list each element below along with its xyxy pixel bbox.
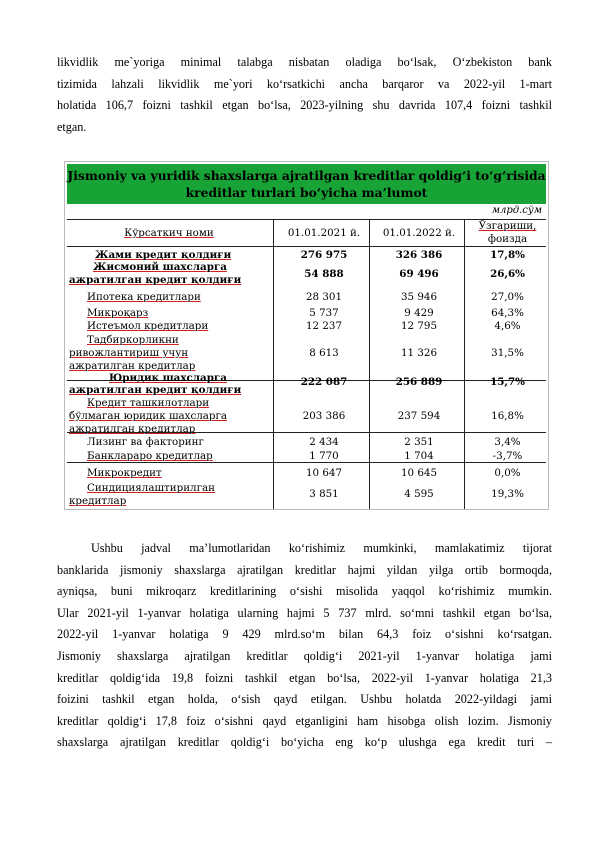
row-value: 3 851	[309, 488, 339, 500]
text-line: kreditlar qoldig‘i 17,8 foiz o‘sishni qayd etganligini ham hisobga olish lozim. Jismoniy	[57, 713, 552, 728]
text-line: 2022-yil 1-yanvar holatiga 9 429 mlrd.so‘m bilan 64,3 foiz o‘sishni ko‘rsatgan.	[57, 627, 552, 642]
row-value: -3,7%	[492, 450, 523, 462]
row-name: Юридик шахсларга	[109, 372, 227, 384]
text-line: ayniqsa, buni mikroqarz kreditlarining o‘sishi misolida yaqqol ko‘rishimiz mumkin.	[57, 584, 552, 599]
row-name: Микроқарз	[87, 307, 149, 319]
row-value: 10 647	[305, 467, 343, 479]
row-value: 19,3%	[491, 488, 524, 500]
row-value: 2 351	[404, 436, 434, 448]
row-value: 4 595	[404, 488, 434, 500]
row-name: Истеъмол кредитлари	[87, 320, 209, 332]
row-name: Тадбиркорликни	[87, 334, 179, 346]
row-name: ажратилган кредит қолдиғи	[69, 384, 242, 396]
row-value: 35 946	[400, 291, 438, 303]
row-value: 1 770	[309, 450, 339, 462]
row-value: 326 386	[395, 249, 443, 261]
text-line: kreditlar qoldig‘ida 19,8 foizni tashkil etgan bo‘lsa, 2022-yil 1-yanvar holatiga 21,3	[57, 670, 552, 685]
table-unit: млрд.сўм	[491, 205, 542, 216]
table-title-line: Jismoniy va yuridik shaxslarga ajratilgan kreditlar qoldig‘i to‘g‘risida	[67, 168, 546, 183]
row-name: Кредит ташкилотлари	[87, 397, 210, 409]
row-value: 16,8%	[491, 410, 524, 422]
row-value: 27,0%	[491, 291, 524, 303]
row-value: 12 795	[400, 320, 438, 332]
text-line: holatida 106,7 foizni tashkil etgan bo‘lsa, 2023-yilning shu davrida 107,4 foizni tashkil	[57, 98, 552, 113]
row-name: Жисмоний шахсларга	[93, 261, 227, 273]
text-line: tizimida lahzali likvidlik me`yori ko‘rsatkichi ancha barqaror va 2022-yil 1-mart	[57, 76, 552, 91]
row-name: Банклараро кредитлар	[87, 450, 213, 462]
row-name: Жами кредит қолдиғи	[95, 249, 232, 261]
text-line: foizini tashkil etgan holda, o‘sish qayd etilgan. Ushbu holatda 2022-yildagi jami	[57, 692, 552, 707]
row-name: Лизинг ва факторинг	[87, 436, 204, 448]
row-value: 4,6%	[494, 320, 521, 332]
header-col2: 01.01.2022 й.	[382, 227, 456, 239]
row-value: 222 087	[300, 376, 348, 388]
column-divider	[369, 219, 370, 509]
header-name: Кўрсаткич номи	[124, 227, 214, 239]
row-value: 12 237	[305, 320, 343, 332]
row-name: ажратилган кредитлар	[69, 360, 196, 372]
row-value: 1 704	[404, 450, 434, 462]
paragraph-intro	[57, 52, 552, 138]
table-title	[67, 164, 546, 204]
row-name: Синдициялаштирилган	[87, 482, 215, 494]
row-divider	[67, 246, 546, 247]
row-value: 2 434	[309, 436, 339, 448]
row-value: 256 889	[395, 376, 443, 388]
text-line: banklarida jismoniy shaxslarga ajratilgan kreditlar hajmi yildan yilga ortib bormoqda,	[57, 562, 552, 577]
row-value: 203 386	[302, 410, 346, 422]
row-name: ажратилган кредит қолдиғи	[69, 274, 242, 286]
row-value: 276 975	[300, 249, 348, 261]
text-line: likvidlik me`yoriga minimal talabga nisbatan oladiga bo‘lsak, O‘zbekiston bank	[57, 55, 552, 69]
header-col3-line: фоизда	[487, 233, 528, 245]
row-value: 26,6%	[490, 268, 525, 280]
row-value: 3,4%	[494, 436, 521, 448]
row-value: 10 645	[400, 467, 438, 479]
row-value: 8 613	[309, 347, 339, 359]
row-value: 0,0%	[494, 467, 521, 479]
text-line: shaxslarga ajratilgan kreditlar qoldig‘i bo‘yicha eng ko‘p ulushga ega kredit turi –	[57, 735, 552, 750]
row-value: 31,5%	[491, 347, 524, 359]
row-value: 15,7%	[490, 376, 525, 388]
row-name: ривожлантириш учун	[69, 347, 189, 359]
row-value: 5 737	[309, 307, 339, 319]
row-value: 69 496	[399, 268, 439, 280]
row-value: 11 326	[400, 347, 438, 359]
header-col3	[467, 220, 548, 246]
row-name: кредитлар	[69, 495, 127, 507]
row-value: 54 888	[304, 268, 344, 280]
row-name: ажратилган кредитлар	[69, 423, 196, 435]
row-name: Ипотека кредитлари	[87, 291, 201, 303]
paragraph-analysis	[57, 538, 552, 754]
row-value: 9 429	[404, 307, 434, 319]
column-divider	[464, 219, 465, 509]
row-name: Микрокредит	[87, 467, 162, 479]
row-value: 17,8%	[490, 249, 525, 261]
row-value: 64,3%	[491, 307, 524, 319]
table-title-line: kreditlar turlari bo‘yicha ma’lumot	[185, 185, 428, 200]
row-name: бўлмаган юридик шахсларга	[69, 410, 228, 422]
row-value: 28 301	[305, 291, 343, 303]
text-line: Jismoniy shaxslarga ajratilgan kreditlar qoldig‘i 2021-yil 1-yanvar holatiga jami	[57, 648, 552, 663]
text-line: Ushbu jadval ma’lumotlaridan ko‘rishimiz mumkinki, mamlakatimiz tijorat	[91, 541, 552, 555]
header-col3-line: Ўзгариши,	[478, 220, 537, 232]
credit-table	[64, 161, 549, 510]
header-col1: 01.01.2021 й.	[287, 227, 361, 239]
text-line: etgan.	[57, 119, 87, 134]
text-line: Ular 2021-yil 1-yanvar holatiga ularning hajmi 5 737 mlrd. so‘mni tashkil etgan bo‘lsa,	[57, 605, 552, 620]
row-value: 237 594	[397, 410, 441, 422]
